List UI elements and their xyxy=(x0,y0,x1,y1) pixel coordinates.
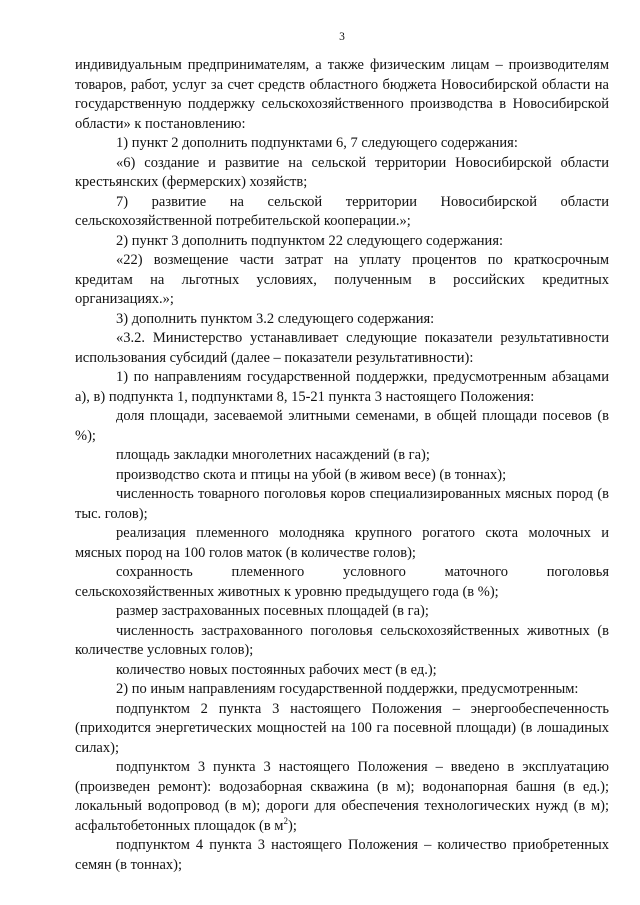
paragraph-text: 7) развитие на сельской территории Новосибирской области сельскохозяйственной потребительской кооперации.»; xyxy=(75,193,609,229)
paragraph-text: производство скота и птицы на убой (в живом весе) (в тоннах); xyxy=(116,466,507,483)
paragraph-text: подпунктом 3 пункта 3 настоящего Положения – введено в эксплуатацию (произведен ремонт): водозаборная скважина (в м); водонапорная башня (в ед.); локальный водопровод (в м); дороги для обеспечения технологических нужд (в м); асфальтобетонных площадок (в м xyxy=(75,759,609,834)
paragraph-text: размер застрахованных посевных площадей (в га); xyxy=(116,603,429,619)
paragraph-text: «6) создание и развитие на сельской территории Новосибирской области крестьянских (фермерских) хозяйств; xyxy=(75,154,609,190)
paragraph xyxy=(75,661,609,681)
paragraph xyxy=(75,485,609,524)
paragraph xyxy=(75,368,609,407)
document-page xyxy=(75,30,609,875)
paragraph xyxy=(75,251,609,310)
paragraph xyxy=(75,134,609,154)
paragraph xyxy=(75,602,609,622)
paragraph-text: реализация племенного молодняка крупного рогатого скота молочных и мясных пород на 100 голов маток (в количестве голов); xyxy=(75,525,609,561)
paragraph-text: количество новых постоянных рабочих мест (в ед.); xyxy=(116,661,437,678)
paragraph xyxy=(75,700,609,759)
paragraph-text: 2) по иным направлениям государственной поддержки, предусмотренным: xyxy=(116,681,579,697)
paragraph-text: «3.2. Министерство устанавливает следующие показатели результативности использования субсидий (далее – показатели результативности): xyxy=(75,330,609,366)
paragraph-text: численность застрахованного поголовья сельскохозяйственных животных (в количестве условных голов); xyxy=(75,622,609,658)
paragraph-text: индивидуальным предпринимателям, а также физическим лицам – производителям товаров, работ, услуг за счет средств областного бюджета Новосибирской области на государственную поддержку сельскохозяйственного производства в Новосибирской области» к постановлению: xyxy=(75,57,609,132)
paragraph xyxy=(75,524,609,563)
paragraph xyxy=(75,758,609,836)
paragraph xyxy=(75,446,609,466)
paragraph xyxy=(75,193,609,232)
paragraph-tail: ); xyxy=(287,817,297,834)
paragraph xyxy=(75,466,609,486)
paragraph xyxy=(75,232,609,252)
paragraph xyxy=(75,680,609,700)
superscript: 2 xyxy=(283,815,288,826)
paragraph-text: 1) пункт 2 дополнить подпунктами 6, 7 следующего содержания: xyxy=(116,135,518,151)
paragraph xyxy=(75,563,609,602)
document-body xyxy=(75,56,609,875)
paragraph xyxy=(75,836,609,875)
paragraph-text: 1) по направлениям государственной поддержки, предусмотренным абзацами а), в) подпункта 1, подпунктами 8, 15-21 пункта 3 настоящего Положения: xyxy=(75,369,609,405)
paragraph-text: 2) пункт 3 дополнить подпунктом 22 следующего содержания: xyxy=(116,232,504,249)
paragraph xyxy=(75,622,609,661)
paragraph xyxy=(75,154,609,193)
paragraph-text: сохранность племенного условного маточного поголовья сельскохозяйственных животных к уровню предыдущего года (в %); xyxy=(75,564,609,600)
paragraph xyxy=(75,56,609,134)
paragraph xyxy=(75,329,609,368)
paragraph-text: 3) дополнить пунктом 3.2 следующего содержания: xyxy=(116,310,435,327)
paragraph xyxy=(75,407,609,446)
paragraph xyxy=(75,310,609,330)
paragraph-text: доля площади, засеваемой элитными семенами, в общей площади посевов (в %); xyxy=(75,408,609,444)
paragraph-text: подпунктом 2 пункта 3 настоящего Положения – энергообеспеченность (приходится энергетических мощностей на 100 га посевной площади) (в лошадиных силах); xyxy=(75,700,609,756)
page-number: 3 xyxy=(339,31,345,43)
paragraph-text: площадь закладки многолетних насаждений (в га); xyxy=(116,447,430,463)
paragraph-text: численность товарного поголовья коров специализированных мясных пород (в тыс. голов); xyxy=(75,486,609,522)
paragraph-text: подпунктом 4 пункта 3 настоящего Положения – количество приобретенных семян (в тоннах); xyxy=(75,837,609,873)
paragraph-text: «22) возмещение части затрат на уплату процентов по краткосрочным кредитам на льготных условиях, полученным в российских кредитных организациях.»; xyxy=(75,252,609,307)
